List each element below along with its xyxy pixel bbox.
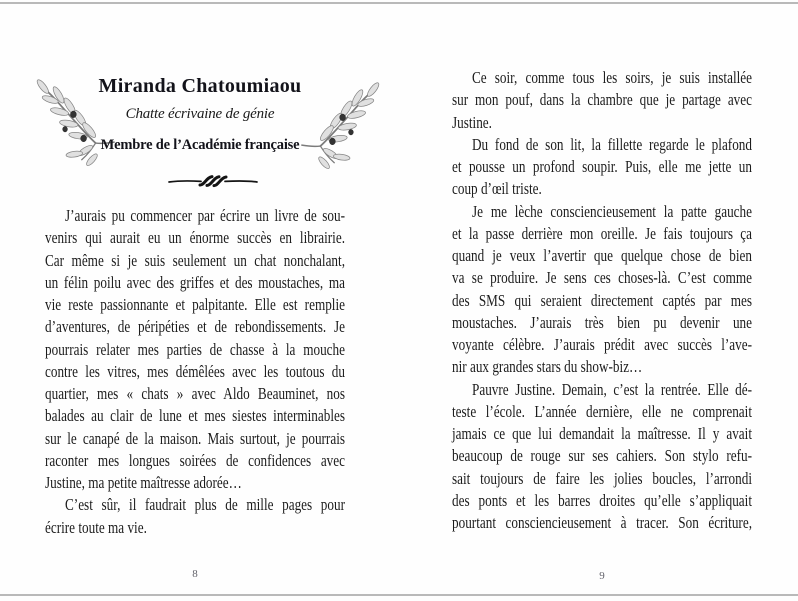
right-page-text bbox=[452, 67, 752, 534]
text-line: quartier, mes « chats » avec Aldo Beauminet, nos bbox=[45, 384, 345, 403]
text-line: vie reste passionnante et palpitante. Elle est remplie bbox=[45, 295, 345, 314]
text-line: moustaches. J’aurais très bien pu devenir une bbox=[452, 312, 752, 332]
text-line: d’aventures, de péripéties et de rebondissements. Je bbox=[45, 317, 345, 337]
text-line: des SMS qui seraient directement captés par mes bbox=[452, 290, 752, 310]
text-line: C’est sûr, il faudrait plus de mille pages pour bbox=[65, 495, 345, 515]
left-page-text bbox=[45, 205, 345, 539]
text-line: Car même si je suis seulement un chat nonchalant, bbox=[45, 250, 345, 270]
text-line: sur mon pouf, dans la chambre que je partage avec bbox=[452, 90, 752, 110]
text-line: Justine. bbox=[452, 112, 492, 132]
top-rule bbox=[0, 2, 798, 4]
text-line: va se produire. Je sens ces choses-là. C’est comme bbox=[452, 268, 752, 288]
text-line: coup d’œil triste. bbox=[452, 179, 542, 199]
text-line: Du fond de son lit, la fillette regarde le plafond bbox=[472, 134, 752, 154]
bottom-rule bbox=[0, 594, 798, 596]
text-line: nir aux grandes stars du show-biz… bbox=[452, 357, 643, 377]
text-line: Pauvre Justine. Demain, c’est la rentrée. Elle dé- bbox=[472, 379, 752, 399]
text-line: voyante célèbre. J’aurais prédit avec succès l’ave- bbox=[452, 335, 752, 354]
text-line: sait toujours de faire les jolies boucles, l’arrondi bbox=[452, 468, 752, 488]
text-line: venirs qui aurait eu un énorme succès en librairie. bbox=[45, 228, 345, 248]
text-line: beaucoup de rouge sur ses cahiers. Son stylo refu- bbox=[452, 446, 752, 466]
text-line: sur le canapé de la maison. Mais surtout, je pourrais bbox=[45, 428, 345, 448]
text-line: et pousse un profond soupir. Puis, elle me jette un bbox=[452, 157, 752, 176]
author-affiliation: Membre de l’Académie française bbox=[100, 137, 300, 153]
page-number-right: 9 bbox=[599, 570, 605, 582]
text-line: J’aurais pu commencer par écrire un livre de sou- bbox=[65, 206, 345, 225]
page-number-left: 8 bbox=[192, 568, 198, 580]
text-line: balades au clair de lune et mes siestes interminables bbox=[45, 406, 345, 426]
text-line: écrire toute ma vie. bbox=[45, 517, 147, 537]
twist-divider-icon bbox=[166, 173, 260, 189]
text-line: contre les vitres, mes démêlées avec les toutous du bbox=[45, 361, 345, 381]
text-line: raconter mes longues soirées de confidences avec bbox=[45, 450, 345, 470]
text-line: pourrais relater mes parties de chasse à la mouche bbox=[45, 339, 345, 359]
text-line: quand je veux l’avertir que quelque chose de bien bbox=[452, 246, 752, 265]
text-line: Justine, ma petite maîtresse adorée… bbox=[45, 473, 242, 492]
text-line: Je me lèche consciencieusement la patte gauche bbox=[472, 201, 752, 221]
author-name: Miranda Chatoumiaou bbox=[98, 75, 302, 97]
text-line: et la passe derrière mon oreille. Je fais toujours ça bbox=[452, 223, 752, 243]
text-line: teste l’école. L’année dernière, elle ne comprenait bbox=[452, 401, 752, 421]
text-line: jamais ce que lui demandait la maîtresse. Il y avait bbox=[452, 424, 752, 443]
text-line: un félin poilu avec des griffes et des moustaches, ma bbox=[45, 272, 345, 292]
text-line: Ce soir, comme tous les soirs, je suis installée bbox=[472, 68, 752, 87]
author-subtitle: Chatte écrivaine de génie bbox=[125, 106, 275, 122]
text-line: des ponts et les barres droites qu’elle s’appliquait bbox=[452, 490, 752, 510]
text-line: pourtant consciencieusement à tracer. Son écriture, bbox=[452, 513, 752, 532]
